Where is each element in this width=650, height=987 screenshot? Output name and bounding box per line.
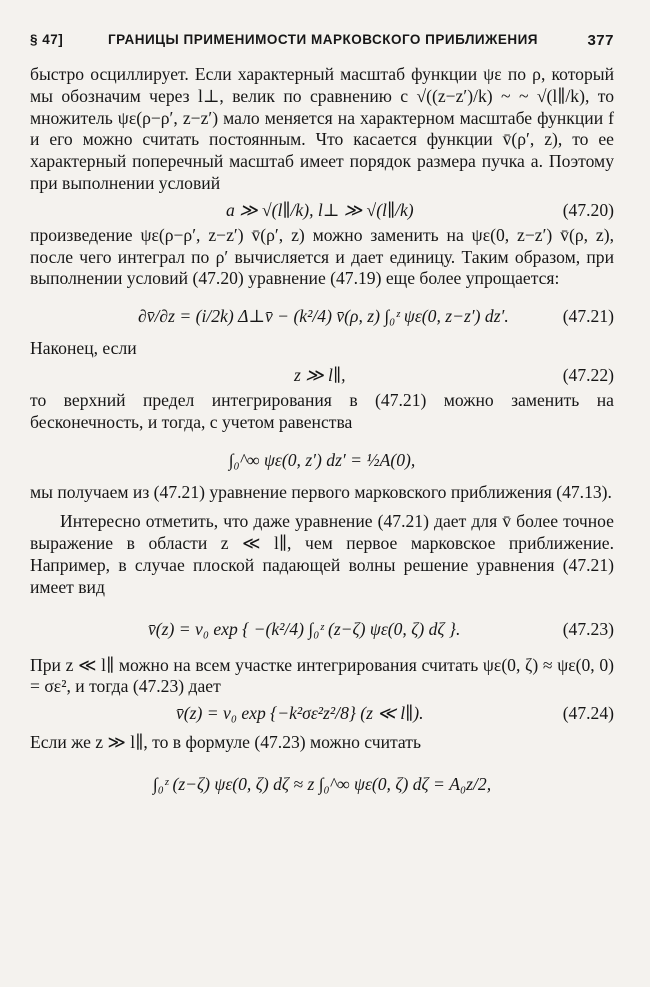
equation-number: (47.23) [562,618,614,639]
equation-formula: ∫₀^∞ ψε(0, z′) dz′ = ½A(0), [228,449,416,470]
running-header [30,28,614,54]
equation-47-23 [30,607,614,651]
paragraph-8: Если же z ≫ l∥, то в формуле (47.23) можно считать [30,732,421,753]
equation-formula: z ≫ l∥, [294,364,346,385]
page-body [30,64,614,806]
equation-formula: ∂v̄/∂z = (i/2k) Δ⊥v̄ − (k²/4) v̄(ρ, z) ∫₀ᶻ ψε(0, z−z′) dz′. [138,306,509,327]
paragraph-3: Наконец, если [30,338,137,359]
equation-number: (47.22) [562,364,614,385]
equation-47-21 [30,294,614,338]
equation-number: (47.24) [562,703,614,724]
equation-last [30,762,614,806]
equation-formula: ∫₀ᶻ (z−ζ) ψε(0, ζ) dζ ≈ z ∫₀^∞ ψε(0, ζ) dζ = A₀z/2, [152,773,492,794]
paragraph-5: мы получаем из (47.21) уравнение первого марковского приближения (47.13). [30,481,612,502]
section-number: § 47] [30,32,64,47]
running-title: ГРАНИЦЫ ПРИМЕНИМОСТИ МАРКОВСКОГО ПРИБЛИЖЕНИЯ [108,32,538,47]
paragraph-4: то верхний предел интегрирования в (47.21) можно заменить на бесконечность, и тогда, с учетом равенства [30,389,614,432]
equation-formula: a ≫ √(l∥/k), l⊥ ≫ √(l∥/k) [226,199,414,220]
equation-formula: v̄(z) = v₀ exp { −(k²/4) ∫₀ᶻ (z−ζ) ψε(0, ζ) dζ }. [148,618,461,639]
equation-47-24 [30,698,614,728]
page-number: 377 [587,32,614,49]
equation-47-22 [30,360,614,390]
equation-integral [30,438,614,482]
equation-number: (47.20) [562,199,614,220]
paragraph-7: При z ≪ l∥ можно на всем участке интегрирования считать ψε(0, ζ) ≈ ψε(0, 0) = σε², и тогда (47.23) дает [30,654,614,697]
equation-formula: v̄(z) = v₀ exp {−k²σε²z²/8} (z ≪ l∥). [176,703,424,724]
equation-47-20 [30,195,614,225]
equation-number: (47.21) [562,306,614,327]
paragraph-1: быстро осциллирует. Если характерный масштаб функции ψε по ρ, который мы обозначим через l⊥, велик по сравнению с √((z−z′)/k) ~ ~ √(l∥/k), то множитель ψε(ρ−ρ′, z−z′) мало меняется на характерном масштабе функции f и его можно считать постоянным. Что касается функции v̄(ρ′, z), то ее характерный поперечный масштаб имеет порядок размера пучка a. Поэтому при выполнении условий [30,64,614,193]
paragraph-6: Интересно отметить, что даже уравнение (47.21) дает для v̄ более точное выражение в области z ≪ l∥, чем первое марковское приближение. Например, в случае плоской падающей волны решение уравнения (47.21) имеет вид [30,511,614,597]
paragraph-2: произведение ψε(ρ−ρ′, z−z′) v̄(ρ′, z) можно заменить на ψε(0, z−z′) v̄(ρ, z), после чего интеграл по ρ′ вычисляется и дает единицу. Таким образом, при выполнении условий (47.20) уравнение (47.19) еще более упрощается: [30,224,614,289]
